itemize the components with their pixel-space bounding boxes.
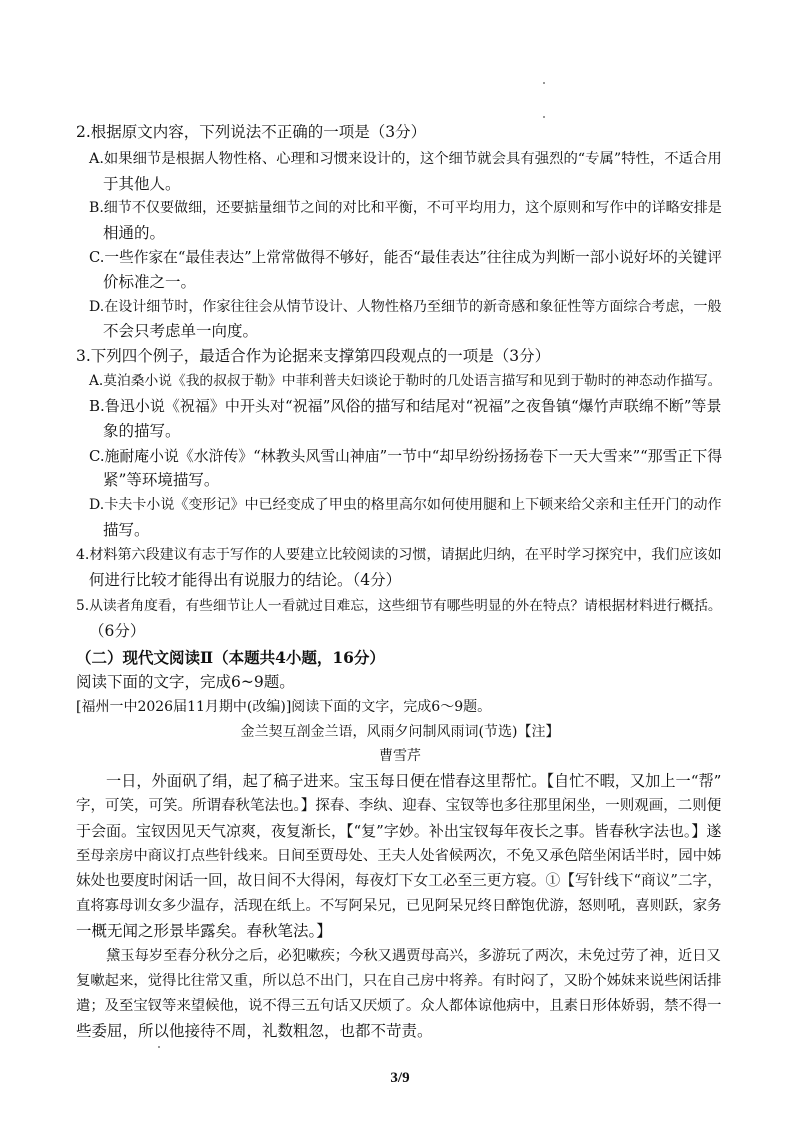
question-4-line-1: 4.材料第六段建议有志于写作的人要建立比较阅读的习惯，请据此归纳，在平时学习探究中，我们应该如 xyxy=(76,547,722,563)
question-3-option-b-cont: 象的描写。 xyxy=(103,422,181,440)
passage-line: 一概无闻之形景毕露矣。春秋笔法。】 xyxy=(76,922,332,940)
passage-author: 曹雪芹 xyxy=(379,748,421,764)
page-number: 3/9 xyxy=(390,1070,410,1086)
passage-title: 金兰契互剖金兰语，风雨夕问制风雨词(节选)【注】 xyxy=(240,724,560,740)
question-2-option-c-cont: 价标准之一。 xyxy=(103,273,197,291)
passage-line: 于会面。宝钗因见天气凉爽，夜复渐长，【“复”字妙。补出宝钗每年夜长之事。皆春秋字法也。】遂 xyxy=(76,822,722,840)
question-3-option-a: A.莫泊桑小说《我的叔叔于勒》中菲利普夫妇谈论于勒时的几处语言描写和见到于勒时的神态动作描写。 xyxy=(89,373,722,389)
question-2-option-b-cont: 相通的。 xyxy=(103,224,166,242)
section-instruction: 阅读下面的文字，完成6~9题。 xyxy=(76,673,295,691)
passage-line: 妹处也要度时闲话一回，故日间不大得闲，每夜灯下女工必至三更方寝。①【写针线下“商议”二字， xyxy=(76,872,722,889)
question-3-option-d-cont: 描写。 xyxy=(103,521,150,539)
question-3-option-d: D.卡夫卡小说《变形记》中已经变成了甲虫的格里高尔如何使用腿和上下顿来给父亲和主任开门的动作 xyxy=(89,497,722,513)
passage-line: 一日，外面矾了绢，起了稿子进来。宝玉每日便在惜春这里帮忙。【自忙不暇，又加上一“帮” xyxy=(106,772,722,790)
passage-line: 至母亲房中商议打点些针线来。日间至贾母处、王夫人处省候两次，不免又承色陪坐闲话半时，园中姊 xyxy=(76,848,722,864)
question-3-option-c-cont: 紧”等环境描写。 xyxy=(103,471,220,489)
passage-line: 直将寡母训女多少温存，活现在纸上。不写阿呆兄，已见阿呆兄终日醉饱优游，怒则吼，喜则跃，家务 xyxy=(76,898,722,914)
scan-speck xyxy=(158,1046,160,1048)
section-heading: （二）现代文阅读Ⅱ（本题共4小题，16分） xyxy=(76,648,385,667)
question-2-option-b: B.细节不仅要做细，还要掂量细节之间的对比和平衡，不可平均用力，这个原则和写作中的详略安排是 xyxy=(89,200,722,216)
question-3-option-b: B.鲁迅小说《祝福》中开头对“祝福”风俗的描写和结尾对“祝福”之夜鲁镇“爆竹声联绵不断”等景 xyxy=(89,397,722,415)
question-3-option-c: C.施耐庵小说《水浒传》“林教头风雪山神庙”一节中“却早纷纷扬扬卷下一天大雪来”“那雪正下得 xyxy=(89,447,723,465)
question-2-option-d-cont: 不会只考虑单一向度。 xyxy=(103,322,259,340)
question-2-option-a-cont: 于其他人。 xyxy=(103,175,181,193)
question-2-stem: 2.根据原文内容，下列说法不正确的一项是（3分） xyxy=(76,123,427,141)
question-5-line-2: （6分） xyxy=(89,622,146,640)
passage-line: 黛玉每岁至春分秋分之后，必犯嗽疾；今秋又遇贾母高兴，多游玩了两次，未免过劳了神，近日又 xyxy=(106,948,721,964)
passage-line: 字，可笑，可笑。所谓春秋笔法也。】探春、李纨、迎春、宝钗等也多往那里闲坐，一则观画，二则便 xyxy=(76,798,722,814)
question-2-option-a: A.如果细节是根据人物性格、心理和习惯来设计的，这个细节就会具有强烈的“专属”特性，不适合用 xyxy=(89,151,722,167)
question-5-line-1: 5.从读者角度看，有些细节让人一看就过目难忘，这些细节有哪些明显的外在特点？请根据材料进行概括。 xyxy=(76,598,722,614)
passage-line: 遣；及至宝钗等来望候他，说不得三五句话又厌烦了。众人都体谅他病中，且素日形体娇弱，禁不得一 xyxy=(76,998,722,1014)
passage-line: 复嗽起来，觉得比往常又重，所以总不出门，只在自己房中将养。有时闷了，又盼个姊妹来说些闲话排 xyxy=(76,973,722,989)
question-3-stem: 3.下列四个例子，最适合作为论据来支撑第四段观点的一项是（3分） xyxy=(76,347,551,365)
question-2-option-d: D.在设计细节时，作家往往会从情节设计、人物性格乃至细节的新奇感和象征性等方面综合考虑，一般 xyxy=(89,299,722,315)
scan-speck xyxy=(543,116,545,118)
question-2-option-c: C.一些作家在“最佳表达”上常常做得不够好，能否“最佳表达”往往成为判断一部小说好坏的关键评 xyxy=(89,249,722,266)
passage-source: [福州一中2026届11月期中(改编)]阅读下面的文字，完成6～9题。 xyxy=(76,699,492,715)
scan-speck xyxy=(543,82,545,84)
passage-line: 些委屈，所以他接待不周，礼数粗忽，也都不苛责。 xyxy=(76,1022,433,1040)
question-4-line-2: 何进行比较才能得出有说服力的结论。（4分） xyxy=(89,571,402,589)
